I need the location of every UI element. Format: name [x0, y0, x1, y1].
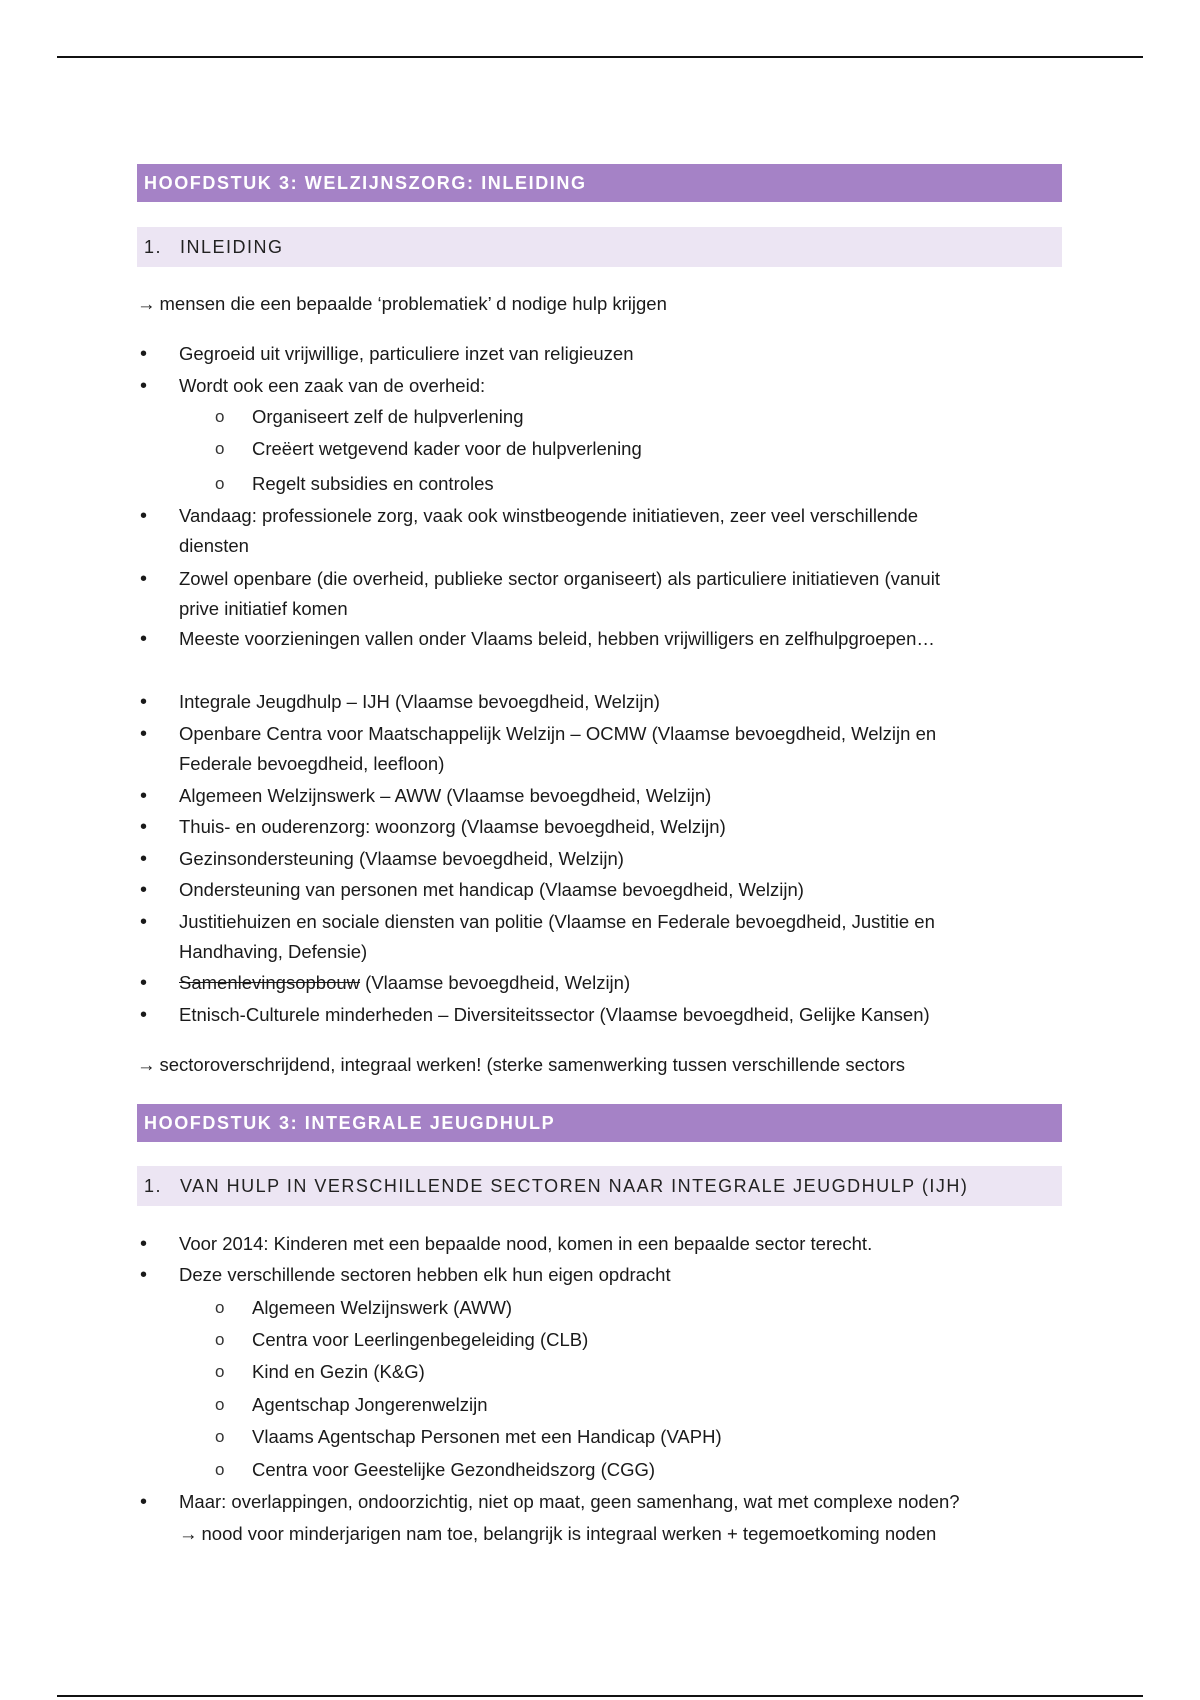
list-item-text: Algemeen Welzijnswerk (AWW) [252, 1297, 513, 1318]
bullet-icon: • [140, 972, 148, 994]
struck-text: Samenlevingsopbouw [179, 972, 361, 993]
section-number: 1. [144, 1176, 163, 1196]
list-item-text: Wordt ook een zaak van de overheid: [179, 375, 486, 396]
list-item-text: Creëert wetgevend kader voor de hulpverlening [252, 438, 642, 459]
bullet-icon: • [140, 505, 148, 527]
circle-bullet-icon: o [215, 1460, 225, 1479]
arrow-text: nood voor minderjarigen nam toe, belangrijk is integraal werken + tegemoetkoming noden [201, 1523, 937, 1544]
list-item-text: Integrale Jeugdhulp – IJH (Vlaamse bevoegdheid, Welzijn) [179, 691, 660, 712]
bullet-icon: • [140, 1004, 148, 1026]
bullet-icon: • [140, 1233, 148, 1255]
list-item-text [179, 969, 630, 997]
arrow-icon: → [137, 1054, 156, 1075]
section-number: 1. [144, 237, 163, 257]
list-item-text: Federale bevoegdheid, leefloon) [179, 753, 445, 774]
list-item-text: Kind en Gezin (K&G) [252, 1361, 425, 1382]
arrow-icon: → [179, 1523, 198, 1544]
circle-bullet-icon: o [215, 1362, 225, 1381]
bullet-icon: • [140, 911, 148, 933]
arrow-icon: → [137, 293, 156, 314]
list-item-text: Gezinsondersteuning (Vlaamse bevoegdheid, Welzijn) [179, 848, 624, 869]
list-item-text: Organiseert zelf de hulpverlening [252, 406, 524, 427]
list-item-text: Centra voor Leerlingenbegeleiding (CLB) [252, 1329, 589, 1350]
bullet-icon: • [140, 848, 148, 870]
bullet-icon: • [140, 375, 148, 397]
list-item-suffix: (Vlaamse bevoegdheid, Welzijn) [360, 972, 631, 993]
chapter-heading-text: HOOFDSTUK 3: WELZIJNSZORG: INLEIDING [144, 173, 587, 193]
list-item-text: Justitiehuizen en sociale diensten van politie (Vlaamse en Federale bevoegdheid, Justitie en [179, 911, 935, 932]
circle-bullet-icon: o [215, 407, 225, 426]
section-title: VAN HULP IN VERSCHILLENDE SECTOREN NAAR INTEGRALE JEUGDHULP (IJH) [180, 1176, 969, 1196]
list-item-text: prive initiatief komen [179, 598, 348, 619]
bullet-icon: • [140, 343, 148, 365]
list-item-text: Vandaag: professionele zorg, vaak ook winstbeogende initiatieven, zeer veel verschillende [179, 505, 919, 526]
bullet-icon: • [140, 628, 148, 650]
circle-bullet-icon: o [215, 1427, 225, 1446]
section-title: INLEIDING [180, 237, 284, 257]
intro-text: mensen die een bepaalde ‘problematiek’ d nodige hulp krijgen [159, 293, 667, 314]
chapter-heading-text: HOOFDSTUK 3: INTEGRALE JEUGDHULP [144, 1113, 556, 1133]
bullet-icon: • [140, 1264, 148, 1286]
bullet-icon: • [140, 568, 148, 590]
section-heading-2 [137, 1166, 1062, 1206]
circle-bullet-icon: o [215, 1395, 225, 1414]
list-item-text: Ondersteuning van personen met handicap (Vlaamse bevoegdheid, Welzijn) [179, 879, 804, 900]
chapter-heading-1 [137, 164, 1062, 202]
list-item-text: Voor 2014: Kinderen met een bepaalde nood, komen in een bepaalde sector terecht. [179, 1233, 873, 1254]
list-item-text: Regelt subsidies en controles [252, 473, 494, 494]
list-item-text: Deze verschillende sectoren hebben elk hun eigen opdracht [179, 1264, 671, 1285]
list-item-text: Handhaving, Defensie) [179, 941, 368, 962]
list-item-text: Gegroeid uit vrijwillige, particuliere inzet van religieuzen [179, 343, 634, 364]
list-item-text [179, 1520, 936, 1548]
circle-bullet-icon: o [215, 474, 225, 493]
bullet-icon: • [140, 785, 148, 807]
list-item-text: Meeste voorzieningen vallen onder Vlaams beleid, hebben vrijwilligers en zelfhulpgroepen… [179, 628, 935, 649]
list-item-text: Thuis- en ouderenzorg: woonzorg (Vlaamse bevoegdheid, Welzijn) [179, 816, 726, 837]
list-item-text: Vlaams Agentschap Personen met een Handicap (VAPH) [252, 1426, 722, 1447]
list-item-text: Openbare Centra voor Maatschappelijk Welzijn – OCMW (Vlaamse bevoegdheid, Welzijn en [179, 723, 937, 744]
outro-arrow-line [137, 1051, 905, 1079]
list-item-text: Zowel openbare (die overheid, publieke sector organiseert) als particuliere initiatieven (vanuit [179, 568, 940, 589]
circle-bullet-icon: o [215, 439, 225, 458]
outro-text: sectoroverschrijdend, integraal werken! (sterke samenwerking tussen verschillende sectors [159, 1054, 905, 1075]
list-item-text: Etnisch-Culturele minderheden – Diversiteitssector (Vlaamse bevoegdheid, Gelijke Kansen) [179, 1004, 930, 1025]
footer-rule [57, 1695, 1143, 1697]
bullet-icon: • [140, 879, 148, 901]
chapter-heading-2 [137, 1104, 1062, 1142]
section-heading-1 [137, 227, 1062, 267]
bullet-icon: • [140, 816, 148, 838]
circle-bullet-icon: o [215, 1330, 225, 1349]
bullet-icon: • [140, 723, 148, 745]
list-item-text: Agentschap Jongerenwelzijn [252, 1394, 488, 1415]
list-item-text: Maar: overlappingen, ondoorzichtig, niet op maat, geen samenhang, wat met complexe noden? [179, 1491, 960, 1512]
circle-bullet-icon: o [215, 1298, 225, 1317]
bullet-icon: • [140, 1491, 148, 1513]
intro-arrow-line [137, 290, 667, 318]
bullet-icon: • [140, 691, 148, 713]
list-item-text: diensten [179, 535, 249, 556]
header-rule [57, 56, 1143, 58]
list-item-text: Centra voor Geestelijke Gezondheidszorg (CGG) [252, 1459, 656, 1480]
list-item-text: Algemeen Welzijnswerk – AWW (Vlaamse bevoegdheid, Welzijn) [179, 785, 712, 806]
